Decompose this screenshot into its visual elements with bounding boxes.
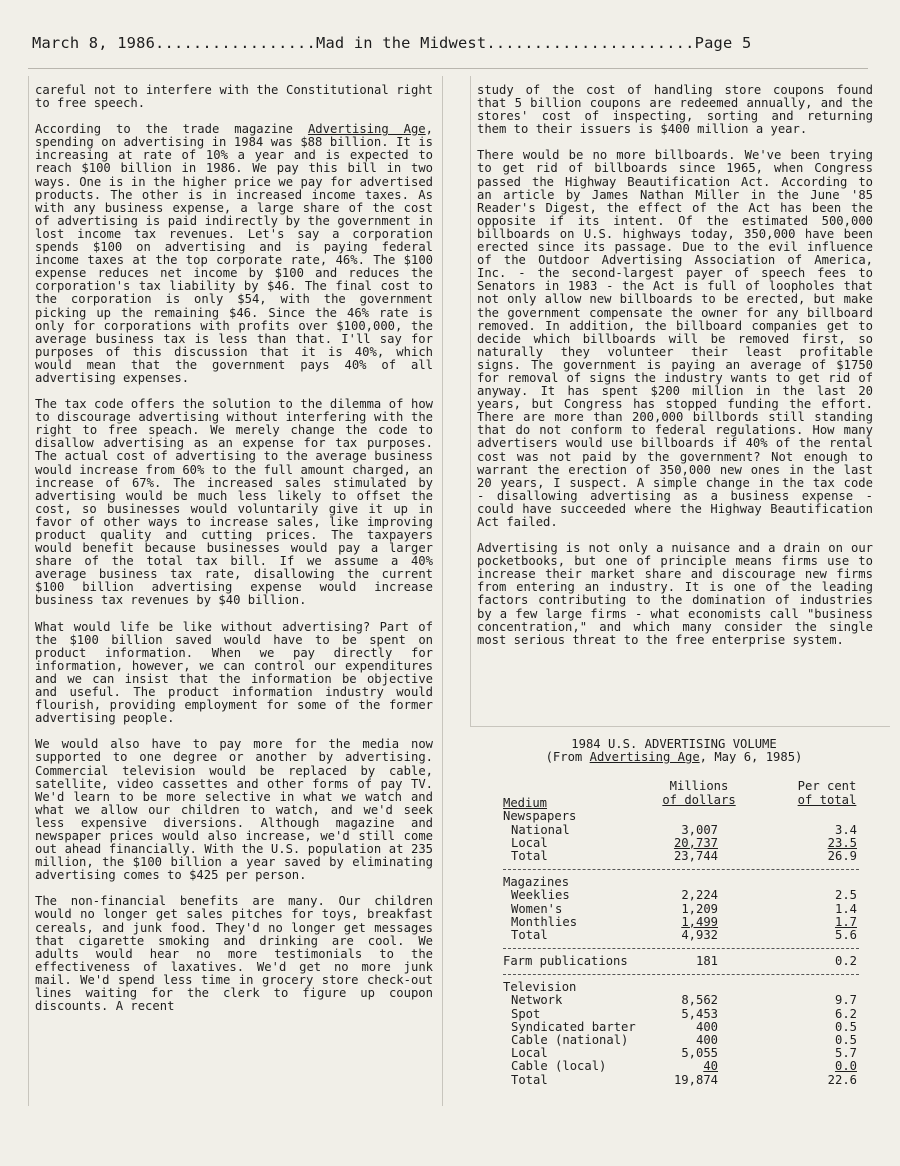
pasteup-edge-right (470, 76, 471, 726)
table-row (469, 837, 879, 850)
paragraph: Advertising is not only a nuisance and a drain on our pocketbooks, but one of principle means firms use to increase their market share and discourage new firms from entering an industry. It is one of the leading factors contributing to the domination of industries by a few large firms - what economists call "business concentration," and which many consider the single most serious threat to the free enterprise system. (477, 541, 873, 647)
row-label: Women's (511, 901, 563, 916)
row-label: Syndicated barter (511, 1019, 636, 1034)
column-header-percent-line1: Per cent (797, 779, 857, 794)
row-label: Spot (511, 1006, 541, 1021)
row-millions: 400 (695, 1019, 718, 1034)
row-percent: 9.7 (834, 993, 857, 1008)
row-label: Local (511, 1046, 548, 1061)
row-percent: 5.7 (834, 1046, 857, 1061)
paragraph: The non-financial benefits are many. Our children would no longer get sales pitches for toys, breakfast cereals, and junk food. They'd no longer get messages that cigarette smoking and drinking are cool. We adults would hear no more testimonials to the effectiveness of laxatives. We'd get no more junk mail. We'd spend less time in grocery store check-out lines waiting for the clerk to figure up coupon discounts. A recent (35, 894, 433, 1014)
row-label: National (511, 822, 570, 837)
row-millions: 8,562 (681, 993, 718, 1008)
row-millions: 1,499 (681, 914, 718, 929)
row-percent: 0.2 (834, 954, 857, 969)
row-label: Cable (local) (511, 1059, 607, 1074)
row-label: Local (511, 835, 548, 850)
table-row (469, 1008, 879, 1021)
magazine-title: Advertising Age (589, 750, 700, 765)
table-row (469, 1060, 879, 1073)
column-header-medium: Medium (503, 796, 548, 811)
table-row (469, 903, 879, 916)
row-percent: 0.0 (834, 1059, 857, 1074)
column-header-percent-line2: of total (797, 792, 857, 807)
row-label: Total (511, 1072, 548, 1087)
row-millions: 40 (703, 1059, 718, 1074)
pasteup-edge-middle (442, 76, 443, 1106)
group-label: Magazines (503, 875, 570, 890)
row-millions: 2,224 (681, 888, 718, 903)
table-row (469, 1074, 879, 1087)
row-millions: 5,055 (681, 1046, 718, 1061)
paragraph: study of the cost of handling store coupons found that 5 billion coupons are redeemed annually, and the stores' cost of inspecting, sorting and returning them to their issuers is $400 million a year. (477, 84, 873, 137)
table-header (469, 780, 879, 810)
paragraph: What would life be like without advertising? Part of the $100 billion saved would have to be spent on product information. When we pay directly for information, however, we can control our expenditures and we can insist that the information be objective and useful. The product information industry would flourish, providing employment for some of the former advertising people. (35, 619, 433, 726)
row-millions: 181 (695, 954, 718, 969)
row-percent: 0.5 (834, 1019, 857, 1034)
magazine-title: Advertising Age (307, 122, 426, 137)
paragraph: careful not to interfere with the Constitutional right to free speech. (35, 84, 433, 111)
pasteup-edge-left (28, 76, 29, 1106)
table-row (469, 929, 879, 942)
row-label: Weeklies (511, 888, 570, 903)
row-percent: 5.6 (834, 927, 857, 942)
table-row (469, 850, 879, 863)
table-row (469, 916, 879, 929)
row-millions: 5,453 (681, 1006, 718, 1021)
table-title: 1984 U.S. ADVERTISING VOLUME (571, 737, 777, 751)
table-source: (From Advertising Age, May 6, 1985) (545, 750, 803, 765)
group-label: Television (503, 980, 577, 995)
table-row (469, 889, 879, 902)
row-millions: 1,209 (681, 901, 718, 916)
row-label: Cable (national) (511, 1033, 629, 1048)
table-group-heading (469, 810, 879, 823)
column-header-millions-line1: Millions (669, 779, 729, 794)
row-percent: 26.9 (827, 848, 857, 863)
column-header-percent (787, 780, 867, 806)
dashed-divider (503, 869, 859, 870)
row-percent: 23.5 (827, 835, 857, 850)
row-percent: 1.4 (834, 901, 857, 916)
row-percent: 1.7 (834, 914, 857, 929)
row-millions: 3,007 (681, 822, 718, 837)
paragraph: There would be no more billboards. We've been trying to get rid of billboards since 1965, when Congress passed the Highway Beautification Act. According to an article by James Nathan Miller in the June '85 Reader's Digest, the effect of the Act has been the opposite if its intent. Of the estimated 500,000 billboards on U.S. highways today, 350,000 have been erected since its passage. Due to the evil influence of the Outdoor Advertising Association of America, Inc. - the second-largest payer of speech fees to Senators in 1983 - the Act is full of loopholes that not only allow new billboards to be erected, but make the government compensate the owner for any billboard removed. In addition, the billboard companies get to decide which billboards will be removed first, so naturally they volunteer their least profitable signs. The government is paying an average of $1750 for removal of signs the industry wants to get rid of anyway. It has spent $200 million in the last 20 years, but Congress has stopped funding the effort. There are more than 200,000 billbords still standing that do not conform to federal regulations. How many advertisers would use billboards if 40% of the rental cost was not paid by the government? Not enough to warrant the erection of 350,000 new ones in the last 20 years, I suspect. A simple change in the tax code - disallowing advertising as a business expense - could have succeeded where the Highway Beautification Act failed. (477, 148, 873, 529)
table-row (469, 994, 879, 1007)
table-row (469, 955, 879, 968)
row-label: Total (511, 927, 548, 942)
group-label: Newspapers (503, 809, 577, 824)
table-row (469, 824, 879, 837)
column-header-millions-line2: of dollars (662, 792, 736, 807)
row-label: Total (511, 848, 548, 863)
row-percent: 3.4 (834, 822, 857, 837)
paragraph: According to the trade magazine Advertising Age, spending on advertising in 1984 was $88 billion. It is increasing at rate of 10% a year and is expected to reach $100 billion in 1986. We pay this bill in two ways. One is in the higher price we pay for advertised products. The other is in increased income taxes. As with any business expense, a large share of the cost of advertising is paid indirectly by the government in lost income tax revenues. Let's say a corporation spends $100 on advertising and is paying federal income taxes at the top corporate rate, 46%. The $100 expense reduces net income by $100 and reduces the corporation's tax liability by $46. The final cost to the corporation is only $54, with the government picking up the remaining $46. Since the 46% rate is only for corporations with profits over $100,000, the average business tax is less than that. I'll say for purposes of this discussion that it is 40%, which would mean that the government pays 40% of all advertising expenses. (35, 122, 433, 385)
pasteup-edge-table-top (470, 726, 890, 727)
row-millions: 23,744 (673, 848, 718, 863)
column-header-millions (654, 780, 744, 806)
advertising-volume-table (469, 738, 879, 1110)
row-millions: 4,932 (681, 927, 718, 942)
row-label: Farm publications (503, 954, 628, 969)
row-millions: 20,737 (673, 835, 718, 850)
row-millions: 400 (695, 1033, 718, 1048)
left-column (35, 84, 433, 1104)
row-percent: 6.2 (834, 1006, 857, 1021)
dashed-divider (503, 948, 859, 949)
row-label: Network (511, 993, 563, 1008)
dashed-divider (503, 974, 859, 975)
right-column (477, 84, 873, 724)
row-percent: 0.5 (834, 1033, 857, 1048)
paragraph: We would also have to pay more for the media now supported to one degree or another by advertising. Commercial television would be replaced by cable, satellite, video cassettes and other forms of pay TV. We'd learn to be more selective in what we watch and what we allow our children to watch, and we'd seek less expensive diversions. Although magazine and newspaper prices would also increase, we'd still come out ahead financially. With the U.S. population at 235 million, the $100 billion a year saved by eliminating advertising comes to $425 per person. (35, 737, 433, 883)
row-millions: 19,874 (673, 1072, 718, 1087)
paragraph: The tax code offers the solution to the dilemma of how to discourage advertising without interfering with the right to free speach. We merely change the code to disallow advertising as an expense for tax purposes. The actual cost of advertising to the average business would increase from 60% to the full amount charged, an increase of 67%. The increased sales stimulated by advertising would be much less likely to offset the cost, so businesses would voluntarily give it up in favor of other ways to increase sales, like improving product quality and cutting prices. The taxpayers would benefit because businesses would pay a larger share of the total tax bill. If we assume a 40% average business tax rate, disallowing the current $100 billion advertising expense would increase business tax revenues by $40 billion. (35, 397, 433, 608)
row-percent: 22.6 (827, 1072, 857, 1087)
row-label: Monthlies (511, 914, 578, 929)
header-rule (28, 68, 868, 69)
page-header: March 8, 1986.................Mad in the Midwest......................Page 5 (32, 34, 752, 52)
row-percent: 2.5 (834, 888, 857, 903)
